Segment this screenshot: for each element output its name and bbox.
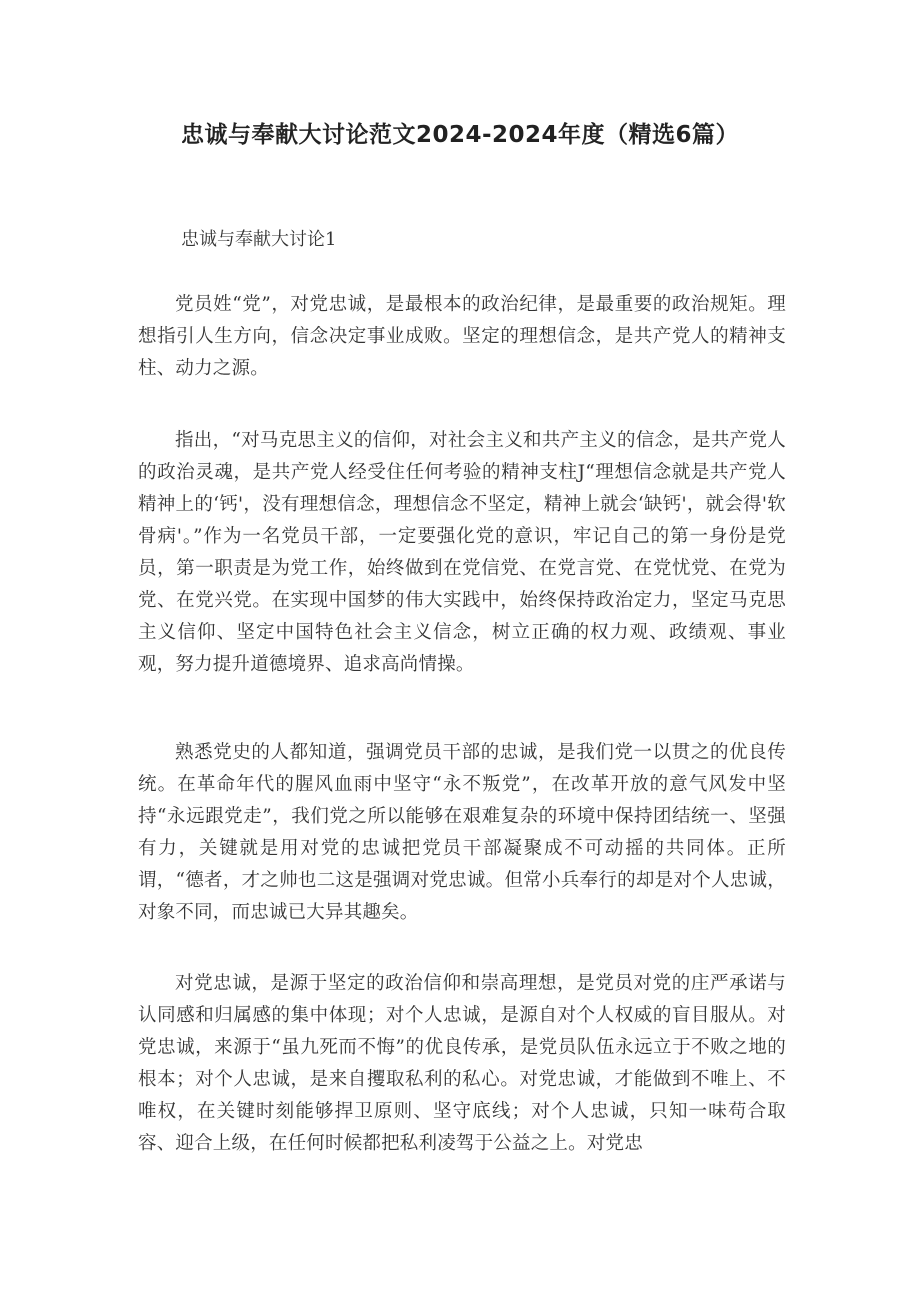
document-title: 忠诚与奉献大讨论范文2024-2024年度（精选6篇） <box>180 122 740 148</box>
section-heading: 忠诚与奉献大讨论1 <box>181 229 337 250</box>
paragraph-3: 熟悉党史的人都知道，强调党员干部的忠诚，是我们党一以贯之的优良传统。在革命年代的腥风血雨中坚守“永不叛党”，在改革开放的意气风发中坚持“永远跟党走”，我们党之所以能够在艰难复杂的环境中保持团结统一、坚强有力，关键就是用对党的忠诚把党员干部凝聚成不可动摇的共同体。正所谓，“德者，才之帅也二这是强调对党忠诚。但常小兵奉行的却是对个人忠诚，对象不同，而忠诚已大异其趣矣。 <box>138 742 786 923</box>
paragraph-4: 对党忠诚，是源于坚定的政治信仰和崇高理想，是党员对党的庄严承诺与认同感和归属感的集中体现；对个人忠诚，是源自对个人权威的盲目服从。对党忠诚，来源于“虽九死而不悔”的优良传承，是党员队伍永远立于不败之地的根本；对个人忠诚，是来自攫取私利的私心。对党忠诚，才能做到不唯上、不唯权，在关键时刻能够捍卫原则、坚守底线；对个人忠诚，只知一味苟合取容、迎合上级，在任何时候都把私利凌驾于公益之上。对党忠 <box>138 973 786 1154</box>
paragraph-1: 党员姓“党”，对党忠诚，是最根本的政治纪律，是最重要的政治规矩。理想指引人生方向，信念决定事业成败。坚定的理想信念，是共产党人的精神支柱、动力之源。 <box>138 294 786 379</box>
paragraph-2: 指出，“对马克思主义的信仰，对社会主义和共产主义的信念，是共产党人的政治灵魂，是共产党人经受住任何考验的精神支柱J“理想信念就是共产党人精神上的‘钙'，没有理想信念，理想信念不坚定，精神上就会‘缺钙'，就会得'软骨病'。”作为一名党员干部，一定要强化党的意识，牢记自己的第一身份是党员，第一职责是为党工作，始终做到在党信党、在党言党、在党忧党、在党为党、在党兴党。在实现中国梦的伟大实践中，始终保持政治定力，坚定马克思主义信仰、坚定中国特色社会主义信念，树立正确的权力观、政绩观、事业观，努力提升道德境界、追求高尚情操。 <box>138 430 786 675</box>
